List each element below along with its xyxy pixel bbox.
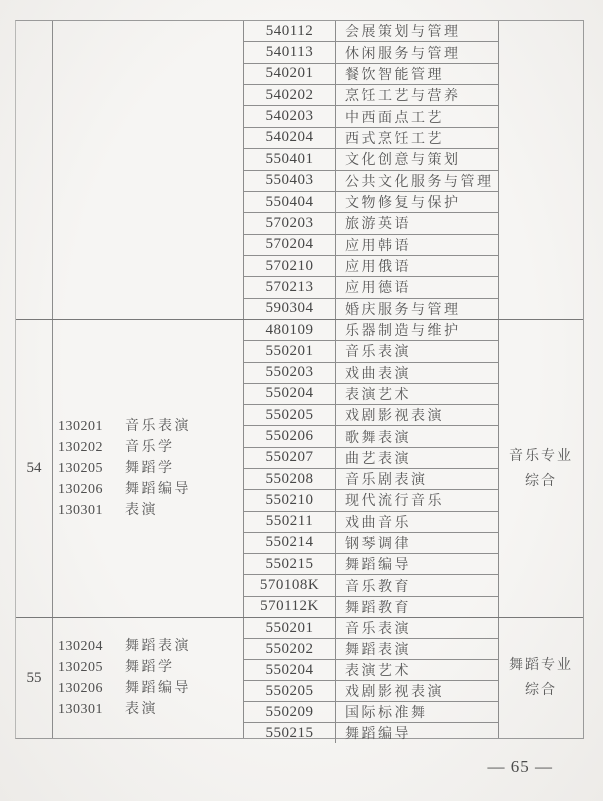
major-line [58,678,243,699]
program-code: 550208 [244,469,336,489]
exam-category-label: 舞蹈专业综合 [509,658,573,698]
program-code: 480109 [244,320,336,340]
program-name: 休闲服务与管理 [345,46,461,62]
program-row [244,21,498,41]
program-code: 570210 [244,256,336,276]
program-name: 戏剧影视表演 [345,409,444,425]
program-code: 550201 [244,618,336,638]
major-line [58,479,243,500]
program-code: 550210 [244,490,336,510]
major-line [58,416,243,437]
program-code: 550203 [244,363,336,383]
program-code: 550204 [244,660,336,680]
bachelor-majors-cell [53,21,244,319]
program-code: 540112 [244,21,336,41]
program-row [244,298,498,319]
program-row [244,127,498,148]
major-crosswalk-table [15,20,584,742]
program-name: 旅游英语 [345,217,411,233]
program-name: 音乐教育 [345,579,411,595]
major-name: 表演 [125,702,158,717]
program-row [244,553,498,574]
program-row [244,362,498,383]
program-row [244,596,498,617]
program-code: 550211 [244,512,336,532]
major-code: 130206 [58,681,103,696]
program-name: 音乐表演 [345,345,411,361]
program-code: 550215 [244,723,336,743]
program-row [244,276,498,297]
program-name: 戏剧影视表演 [345,685,444,700]
program-code: 570108K [244,575,336,595]
major-code: 130206 [58,482,103,497]
program-row [244,234,498,255]
program-name: 会展策划与管理 [345,25,461,41]
major-line [58,437,243,458]
vocational-programs-cell [244,320,499,617]
program-name: 钢琴调律 [345,536,411,552]
program-row [244,511,498,532]
program-name: 表演艺术 [345,387,411,403]
major-code: 130205 [58,660,103,675]
program-name: 舞蹈教育 [345,600,411,616]
program-row [244,191,498,212]
program-row [244,63,498,84]
program-name: 曲艺表演 [345,451,411,467]
program-name: 文物修复与保护 [345,196,461,212]
program-code: 540204 [244,128,336,148]
major-line [58,657,243,678]
program-name: 国际标准舞 [345,706,428,721]
table-section [16,21,583,319]
exam-category-cell [499,320,583,617]
program-row [244,41,498,62]
row-number-cell: 55 [16,618,53,738]
program-code: 550207 [244,448,336,468]
program-row [244,170,498,191]
program-name: 应用俄语 [345,260,411,276]
program-name: 戏曲音乐 [345,515,411,531]
major-line [58,458,243,479]
program-code: 540201 [244,64,336,84]
major-line [58,636,243,657]
program-row [244,447,498,468]
vocational-programs-cell [244,21,499,319]
program-name: 应用德语 [345,281,411,297]
exam-category-cell [499,21,583,319]
exam-category-cell [499,618,583,738]
program-row [244,148,498,169]
program-name: 表演艺术 [345,664,411,679]
program-code: 550206 [244,426,336,446]
program-row [244,383,498,404]
program-code: 570203 [244,213,336,233]
program-code: 550404 [244,192,336,212]
program-row [244,638,498,659]
program-row [244,618,498,638]
program-row [244,340,498,361]
program-code: 550209 [244,702,336,722]
program-name: 戏曲表演 [345,366,411,382]
major-name: 表演 [125,503,158,518]
program-row [244,84,498,105]
program-code: 550215 [244,554,336,574]
program-code: 550401 [244,149,336,169]
program-row [244,425,498,446]
major-code: 130205 [58,461,103,476]
program-name: 舞蹈编导 [345,727,411,742]
major-code: 130202 [58,440,103,455]
program-row [244,255,498,276]
program-row [244,212,498,233]
major-name: 舞蹈表演 [125,639,191,654]
major-line [58,699,243,720]
row-number-cell: 54 [16,320,53,617]
page-number: — 65 — [487,757,553,776]
program-row [244,701,498,722]
major-code: 130301 [58,503,103,518]
program-row [244,722,498,743]
program-name: 西式烹饪工艺 [345,131,444,147]
program-code: 550205 [244,681,336,701]
major-name: 音乐学 [125,440,175,455]
exam-category-label: 音乐专业综合 [509,448,573,489]
program-row [244,404,498,425]
major-name: 舞蹈学 [125,461,175,476]
major-code: 130204 [58,639,103,654]
program-row [244,532,498,553]
program-code: 590304 [244,299,336,319]
bachelor-majors-cell [53,320,244,617]
program-name: 舞蹈表演 [345,643,411,658]
program-row [244,680,498,701]
program-name: 乐器制造与维护 [345,324,461,340]
program-code: 570213 [244,277,336,297]
program-code: 550204 [244,384,336,404]
program-row [244,320,498,340]
major-line [58,500,243,521]
program-code: 570204 [244,235,336,255]
major-name: 舞蹈编导 [125,482,191,497]
row-number-cell [16,21,53,319]
program-name: 餐饮智能管理 [345,67,444,83]
program-row [244,468,498,489]
table-section [16,617,583,742]
major-name: 舞蹈编导 [125,681,191,696]
program-code: 550201 [244,341,336,361]
program-name: 现代流行音乐 [345,494,444,510]
program-code: 570112K [244,597,336,617]
program-row [244,105,498,126]
program-name: 文化创意与策划 [345,153,461,169]
program-row [244,489,498,510]
program-code: 540203 [244,106,336,126]
program-code: 550202 [244,639,336,659]
table-section [16,319,583,617]
bachelor-majors-cell [53,618,244,738]
program-code: 540202 [244,85,336,105]
major-code: 130201 [58,419,103,434]
program-name: 歌舞表演 [345,430,411,446]
program-name: 应用韩语 [345,238,411,254]
program-name: 音乐剧表演 [345,473,428,489]
major-code: 130301 [58,702,103,717]
program-code: 550205 [244,405,336,425]
program-row [244,659,498,680]
program-name: 舞蹈编导 [345,558,411,574]
program-name: 烹饪工艺与营养 [345,89,461,105]
program-name: 公共文化服务与管理 [345,174,494,190]
vocational-programs-cell [244,618,499,742]
program-code: 550214 [244,533,336,553]
program-row [244,574,498,595]
program-code: 540113 [244,42,336,62]
program-code: 550403 [244,171,336,191]
major-name: 音乐表演 [125,419,191,434]
major-name: 舞蹈学 [125,660,175,675]
program-name: 婚庆服务与管理 [345,302,461,318]
program-name: 音乐表演 [345,622,411,637]
program-name: 中西面点工艺 [345,110,444,126]
